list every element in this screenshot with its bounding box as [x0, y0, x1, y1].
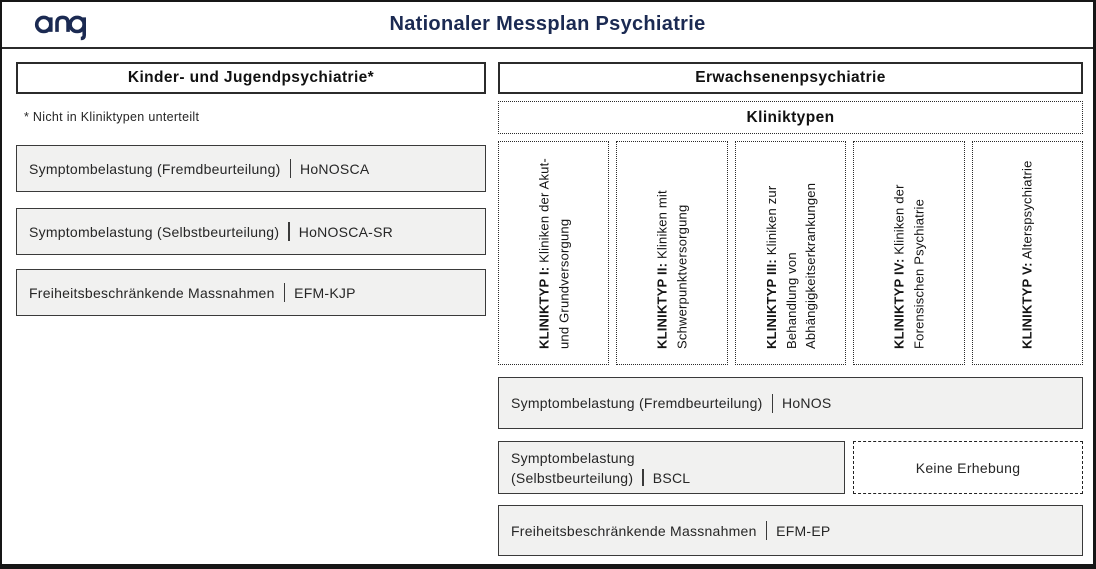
kliniktyp-column-4	[853, 141, 964, 365]
instrument-label: HoNOSCA-SR	[298, 223, 394, 240]
instrument-label: BSCL	[652, 470, 691, 486]
kliniktypen-header-box: Kliniktypen	[498, 101, 1083, 134]
kliniktyp-label: KLINIKTYP V: Alterspsychiatrie	[1019, 160, 1035, 349]
measure-label: Symptombelastung (Selbstbeurteilung)	[29, 223, 280, 240]
measure-label: Freiheitsbeschränkende Massnahmen	[511, 522, 757, 539]
kjp-panel-title: Kinder- und Jugendpsychiatrie*	[16, 62, 486, 94]
instrument-label: EFM-EP	[776, 522, 831, 539]
measure-bscl	[498, 441, 845, 494]
measure-honosca	[16, 145, 486, 192]
separator-bar	[288, 222, 290, 241]
kliniktyp-label: KLINIKTYP III: Kliniken zur Behandlung von Abhängigkeitserkrankungen	[763, 182, 818, 349]
header-bar	[2, 2, 1093, 49]
measure-honosca-sr	[16, 208, 486, 255]
measure-label-line1: Symptombelastung	[511, 450, 635, 466]
kliniktypen-row	[498, 141, 1083, 365]
separator-bar	[642, 469, 644, 486]
kliniktyp-label: KLINIKTYP IV: Kliniken der Forensischen Psychiatrie	[891, 184, 926, 349]
ep-panel-title: Erwachsenenpsychiatrie	[498, 62, 1083, 94]
measure-label-line2: (Selbstbeurteilung) BSCL	[511, 470, 691, 486]
measure-efm-ep	[498, 505, 1083, 556]
instrument-label: EFM-KJP	[294, 284, 356, 301]
separator-bar	[290, 159, 292, 178]
kliniktyp-column-2	[616, 141, 727, 365]
kjp-footnote: * Nicht in Kliniktypen unterteilt	[24, 110, 200, 124]
measure-label: Symptombelastung (Fremdbeurteilung)	[29, 160, 281, 177]
kliniktyp-label: KLINIKTYP II: Kliniken mit Schwerpunktversorgung	[654, 190, 690, 349]
separator-bar	[284, 283, 286, 302]
measure-efm-kjp	[16, 269, 486, 316]
page-title: Nationaler Messplan Psychiatrie	[389, 13, 706, 35]
kliniktyp-column-1	[498, 141, 609, 365]
separator-bar	[772, 394, 774, 413]
instrument-label: HoNOS	[782, 395, 832, 411]
measure-label: Symptombelastung (Fremdbeurteilung)	[511, 395, 763, 411]
kliniktyp-column-5	[972, 141, 1083, 365]
kliniktyp-column-3	[735, 141, 846, 365]
kliniktyp-label: KLINIKTYP I: Kliniken der Akut- und Grundversorgung	[536, 158, 571, 349]
measure-label: Freiheitsbeschränkende Massnahmen	[29, 284, 275, 301]
instrument-label: HoNOSCA	[300, 160, 370, 177]
separator-bar	[766, 521, 768, 540]
measure-honos	[498, 377, 1083, 429]
no-survey-box: Keine Erhebung	[853, 441, 1083, 494]
